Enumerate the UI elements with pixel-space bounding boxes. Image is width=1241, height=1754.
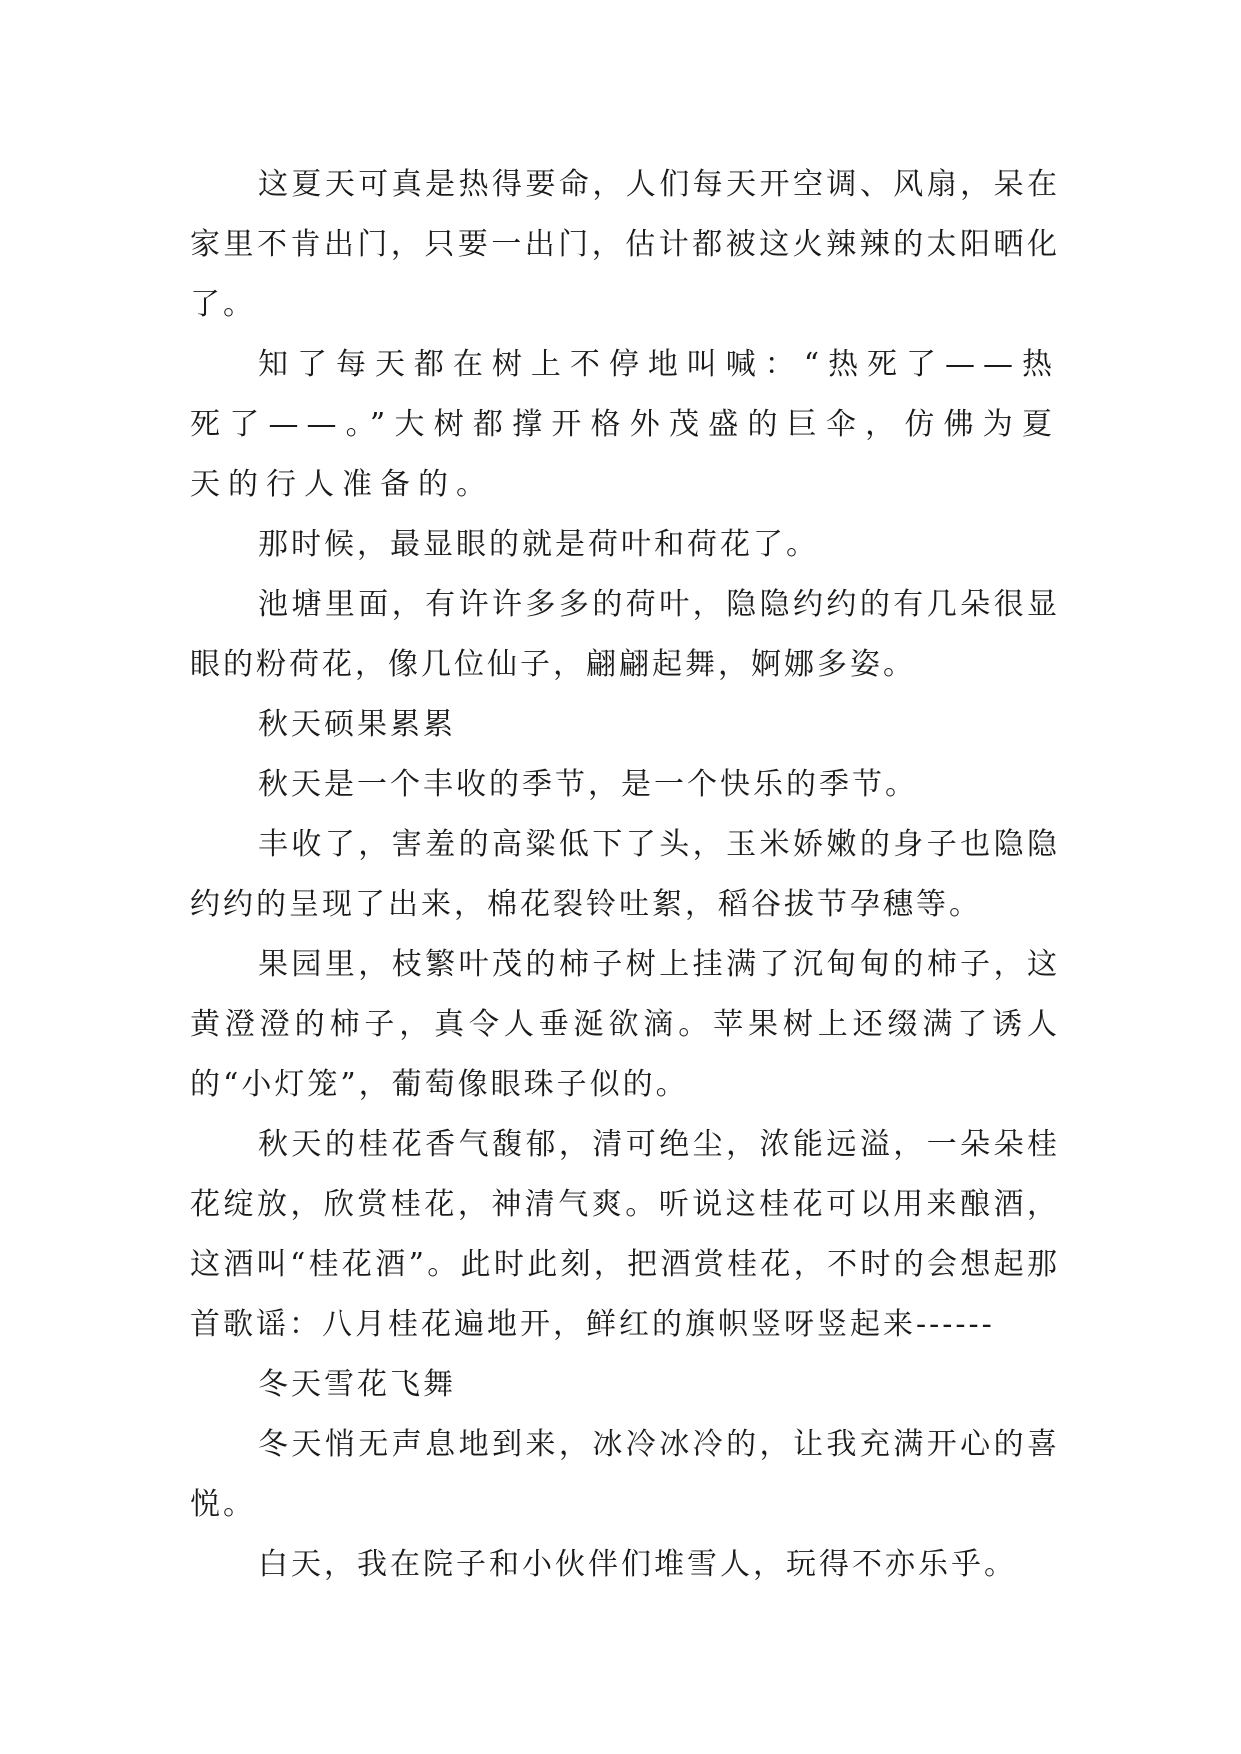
paragraph-pond: 池塘里面，有许许多多的荷叶，隐隐约约的有几朵很显眼的粉荷花，像几位仙子，翩翩起舞，婀娜多姿。: [190, 587, 1060, 682]
paragraph-winter-arrival: 冬天悄无声息地到来，冰冷冰冷的，让我充满开心的喜悦。: [190, 1427, 1060, 1522]
paragraph-cicada: 知了每天都在树上不停地叫喊：“热死了——热死了——。”大树都撑开格外茂盛的巨伞，仿佛为夏天的行人准备的。: [190, 347, 1060, 502]
paragraph-autumn-season: 秋天是一个丰收的季节，是一个快乐的季节。: [258, 767, 918, 802]
section-heading-winter: 冬天雪花飞舞: [258, 1367, 456, 1402]
document-body: [190, 155, 1060, 1595]
paragraph-summer-heat: 这夏天可真是热得要命，人们每天开空调、风扇，呆在家里不肯出门，只要一出门，估计都被这火辣辣的太阳晒化了。: [190, 167, 1060, 322]
paragraph-orchard: 果园里，枝繁叶茂的柿子树上挂满了沉甸甸的柿子，这黄澄澄的柿子，真令人垂涎欲滴。苹果树上还缀满了诱人的“小灯笼”，葡萄像眼珠子似的。: [190, 947, 1060, 1102]
section-heading-autumn: 秋天硕果累累: [258, 707, 456, 742]
paragraph-lotus-intro: 那时候，最显眼的就是荷叶和荷花了。: [258, 527, 819, 562]
paragraph-harvest: 丰收了，害羞的高粱低下了头，玉米娇嫩的身子也隐隐约约的呈现了出来，棉花裂铃吐絮，稻谷拔节孕穗等。: [190, 827, 1060, 922]
paragraph-osmanthus: 秋天的桂花香气馥郁，清可绝尘，浓能远溢，一朵朵桂花绽放，欣赏桂花，神清气爽。听说这桂花可以用来酿酒，这酒叫“桂花酒”。此时此刻，把酒赏桂花，不时的会想起那首歌谣：八月桂花遍地开，鲜红的旗帜竖呀竖起来------: [190, 1127, 1060, 1342]
paragraph-snowman: 白天，我在院子和小伙伴们堆雪人，玩得不亦乐乎。: [258, 1547, 1017, 1582]
